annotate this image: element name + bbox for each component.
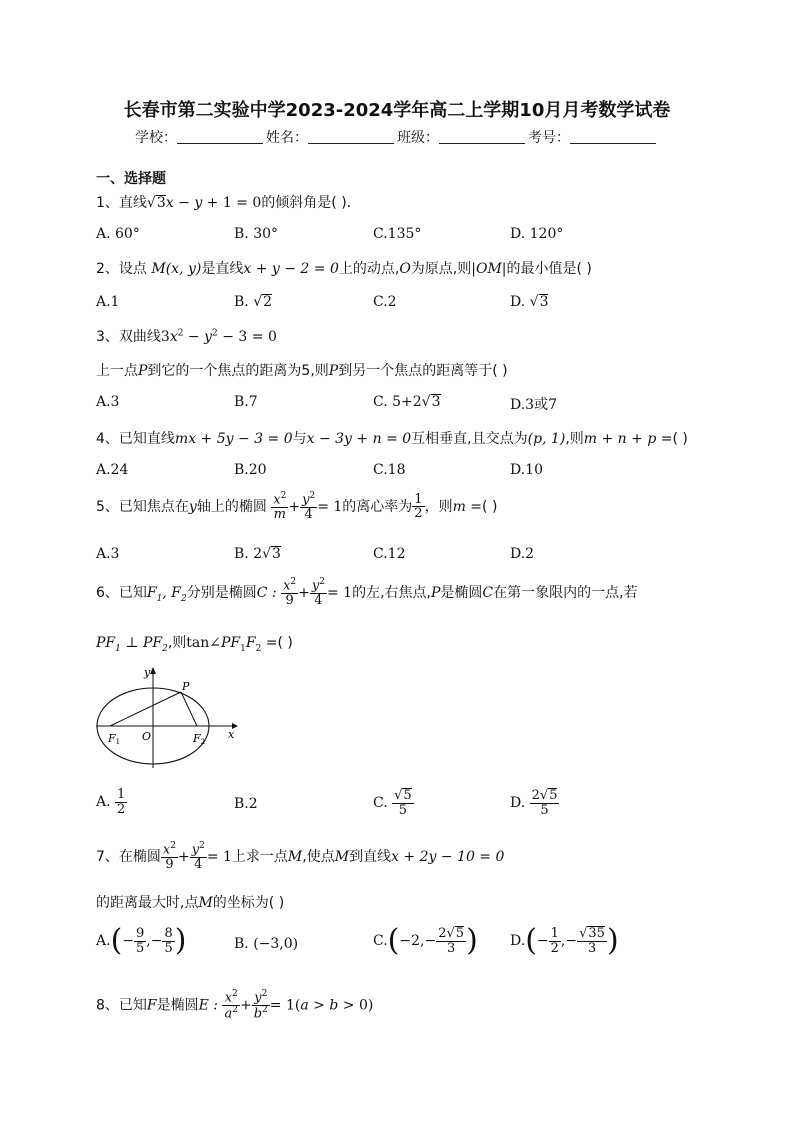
question-stem: 直线 xyxy=(118,195,147,211)
option-b[interactable]: B. 30° xyxy=(234,226,279,242)
fraction: $\frac{x^2}{9}$ xyxy=(283,577,297,608)
option-c[interactable]: C. 5+2√3 xyxy=(373,394,441,410)
math-expression: mx + 5y − 3 = 0 xyxy=(174,431,293,447)
question-number: 5、 xyxy=(96,498,119,515)
question-number: 2、 xyxy=(96,261,119,277)
question-6-line-2 xyxy=(96,632,293,654)
question-stem: ( ) xyxy=(672,431,688,447)
question-stem: ( ) xyxy=(277,635,293,651)
math-expression: $3x^2 - y^2 - 3 = 0$ xyxy=(160,328,277,345)
fraction: $\frac{y^2}{b^2}$ xyxy=(253,989,268,1022)
option-d[interactable]: D. $\frac{2√5}{5}$ xyxy=(510,788,558,819)
question-stem: 在椭圆 xyxy=(118,848,161,865)
option-a[interactable]: A.(− $\frac{9}{5}$ ,− $\frac{8}{5}$ ) xyxy=(96,923,187,958)
question-number: 6、 xyxy=(96,584,119,601)
math-expression: M xyxy=(334,848,350,865)
question-2 xyxy=(96,258,592,278)
math-expression: x − 3y + n = 0 xyxy=(306,431,412,447)
ellipse-figure xyxy=(92,664,242,770)
question-number: 7、 xyxy=(96,848,119,865)
question-7-line-2 xyxy=(96,892,284,912)
question-6: 6、已知$F_1$, $F_2$分别是椭圆C : $\frac{x^2}{9}$ + $\frac{y^2}{4}$ = 1的左,右焦点,P是椭圆C在第一象限内的一点,若 xyxy=(96,577,638,608)
math-expression: E : xyxy=(198,997,219,1014)
math-expression: x + y − 2 = 0 xyxy=(243,261,339,277)
question-stem: 到另一个焦点的距离等于( ) xyxy=(338,363,508,379)
question-stem: 的离心率为 xyxy=(342,498,413,515)
option-d[interactable]: D. 120° xyxy=(510,226,564,242)
question-3 xyxy=(96,326,277,346)
option-b[interactable]: B.7 xyxy=(234,394,258,410)
option-label: C. xyxy=(373,394,388,410)
math-expression: √3x − y + 1 = 0 xyxy=(146,195,262,211)
option-label: C. xyxy=(373,933,388,949)
question-number: 4、 xyxy=(96,431,119,447)
y-axis-label: y xyxy=(144,666,151,679)
question-stem: ,则 xyxy=(167,635,187,651)
option-a[interactable]: A.3 xyxy=(96,394,120,410)
math-expression: x + 2y − 10 = 0 xyxy=(391,848,505,865)
focus-f1-label: F1 xyxy=(108,732,121,746)
math-expression: |OM| xyxy=(471,261,507,277)
math-expression: P xyxy=(430,584,441,601)
fraction: $\frac{x^2}{m}$ xyxy=(273,491,287,522)
question-stem: 上求一点 xyxy=(231,848,288,865)
question-stem: 的倾斜角是( ). xyxy=(261,195,352,211)
option-label: A. xyxy=(96,794,111,811)
class-blank[interactable] xyxy=(439,129,525,144)
question-stem: 是椭圆 xyxy=(440,584,483,601)
math-expression: $PF_1$ ⊥ $PF_2$ xyxy=(96,635,168,654)
option-b[interactable]: B.2 xyxy=(234,796,258,812)
option-label: B. xyxy=(234,546,249,562)
question-stem: 互相垂直,且交点为 xyxy=(411,431,528,447)
question-stem: 的左,右焦点, xyxy=(352,584,431,601)
math-expression: F xyxy=(146,997,157,1014)
option-label: D. xyxy=(510,294,526,310)
option-a[interactable]: A.3 xyxy=(96,546,120,562)
option-a[interactable]: A. $\frac{1}{2}$ xyxy=(96,787,126,817)
math-expression: m + n + p = xyxy=(583,431,673,447)
question-stem: 已知 xyxy=(118,584,147,601)
y-axis-arrow xyxy=(150,667,156,674)
math-expression: P xyxy=(328,363,339,379)
school-label: 学校： xyxy=(135,130,177,146)
origin-label: O xyxy=(142,730,152,743)
question-number: 1、 xyxy=(96,195,119,211)
math-expression: C xyxy=(482,584,494,601)
point-p-label: P xyxy=(182,680,190,693)
option-d[interactable]: D.10 xyxy=(510,462,543,478)
option-label: C. xyxy=(373,794,388,811)
option-b[interactable]: B. (−3,0) xyxy=(234,936,299,952)
option-b[interactable]: B. 2√3 xyxy=(234,546,281,562)
math-expression: P xyxy=(138,363,148,379)
math-expression: M(x, y) xyxy=(146,261,202,277)
question-stem: 轴上的椭圆 xyxy=(196,498,267,515)
exam-title: 长春市第二实验中学2023-2024学年高二上学期10月月考数学试卷 xyxy=(123,100,671,121)
question-7: 7、在椭圆 $\frac{x^2}{9}$ + $\frac{y^2}{4}$ = 1上求一点M,使点M到直线x + 2y − 10 = 0 xyxy=(96,841,505,872)
segment-pf1 xyxy=(110,692,181,726)
option-label: A. xyxy=(96,933,111,949)
fraction: $\frac{1}{2}$ xyxy=(414,491,423,522)
option-c[interactable]: C.135° xyxy=(373,226,422,242)
question-8: 8、已知F是椭圆E : $\frac{x^2}{a^2}$ + $\frac{y^2}{b^2}$ = 1(a > b > 0) xyxy=(96,989,374,1022)
question-stem: ，则 xyxy=(424,498,453,515)
fraction: $\frac{x^2}{a^2}$ xyxy=(224,989,238,1022)
option-d[interactable]: D.2 xyxy=(510,546,535,562)
name-label: 姓名： xyxy=(266,130,308,146)
question-stem: 已知 xyxy=(118,997,147,1014)
option-c[interactable]: C.18 xyxy=(373,462,406,478)
math-expression: y xyxy=(188,498,197,515)
option-d[interactable]: D. √3 xyxy=(510,294,549,310)
question-stem: ,则 xyxy=(565,431,584,447)
math-expression: M xyxy=(287,848,303,865)
exam-no-blank[interactable] xyxy=(570,129,656,144)
option-label: D. xyxy=(510,794,526,811)
question-stem: 已知直线 xyxy=(118,431,175,447)
question-number: 3、 xyxy=(96,329,119,345)
math-expression: M xyxy=(198,895,213,911)
option-d[interactable]: D.(− $\frac{1}{2}$ ,− $\frac{√35}{3}$ ) xyxy=(510,923,619,958)
question-stem: 的最小值是( ) xyxy=(506,261,592,277)
question-stem: 分别是椭圆 xyxy=(186,584,257,601)
option-c[interactable]: C. $\frac{√5}{5}$ xyxy=(373,788,412,819)
option-a[interactable]: A.1 xyxy=(96,294,120,310)
option-label: D. xyxy=(510,933,526,949)
option-c[interactable]: C.2 xyxy=(373,294,397,310)
question-stem: 设点 xyxy=(118,261,147,277)
question-stem: 在第一象限内的一点,若 xyxy=(493,584,638,601)
question-stem: 为原点,则 xyxy=(410,261,472,277)
option-label: B. xyxy=(234,294,249,310)
question-stem: 双曲线 xyxy=(118,329,161,345)
option-a[interactable]: A. 60° xyxy=(96,226,140,242)
fraction: $\frac{y^2}{4}$ xyxy=(311,577,325,608)
option-d[interactable]: D.3或7 xyxy=(510,397,557,413)
option-b[interactable]: B.20 xyxy=(234,462,267,478)
math-expression: O xyxy=(399,261,411,277)
fraction: $\frac{y^2}{4}$ xyxy=(191,841,205,872)
math-expression: $F_1$, $F_2$ xyxy=(146,584,187,604)
question-stem: 的距离最大时,点 xyxy=(96,895,199,911)
name-blank[interactable] xyxy=(308,129,394,144)
question-4 xyxy=(96,428,688,448)
focus-f2-label: F2 xyxy=(193,732,206,746)
question-stem: 到它的一个焦点的距离为5,则 xyxy=(147,363,329,379)
question-stem: 是椭圆 xyxy=(156,997,199,1014)
fraction: $\frac{y^2}{4}$ xyxy=(302,491,316,522)
question-stem: 已知焦点在 xyxy=(118,498,189,515)
student-info-line xyxy=(0,127,794,147)
section-title: 一、选择题 xyxy=(96,171,166,187)
question-stem: ( ) xyxy=(482,498,498,515)
question-stem: 上一点 xyxy=(96,363,138,379)
question-stem: 是直线 xyxy=(201,261,244,277)
question-stem: 的坐标为( ) xyxy=(212,895,285,911)
fraction: $\frac{x^2}{9}$ xyxy=(162,841,176,872)
question-3-line-2 xyxy=(96,360,508,380)
question-stem: 到直线 xyxy=(349,848,392,865)
school-blank[interactable] xyxy=(177,129,263,144)
question-stem: ,使点 xyxy=(302,848,335,865)
question-stem: 上的动点, xyxy=(338,261,400,277)
math-expression: $\tan\angle PF_1F_2$ = xyxy=(186,635,278,654)
math-expression: C : xyxy=(256,584,277,601)
option-a[interactable]: A.24 xyxy=(96,462,129,478)
question-1 xyxy=(96,192,351,212)
class-label: 班级： xyxy=(397,130,439,146)
question-5: 5、已知焦点在y轴上的椭圆 $\frac{x^2}{m}$ + $\frac{y^2}{4}$ = 1的离心率为 $\frac{1}{2}$ ，则m =( ) xyxy=(96,491,498,522)
option-c[interactable]: C.12 xyxy=(373,546,406,562)
math-expression: m = xyxy=(452,498,483,515)
option-label: B. xyxy=(234,936,249,952)
question-number: 8、 xyxy=(96,997,119,1014)
x-axis-label: x xyxy=(228,728,235,741)
math-expression: (p, 1) xyxy=(527,431,566,447)
question-stem: 与 xyxy=(292,431,307,447)
exam-no-label: 考号： xyxy=(528,130,570,146)
option-b[interactable]: B. √2 xyxy=(234,294,273,310)
option-c[interactable]: C.(−2,− $\frac{2√5}{3}$ ) xyxy=(373,923,478,958)
